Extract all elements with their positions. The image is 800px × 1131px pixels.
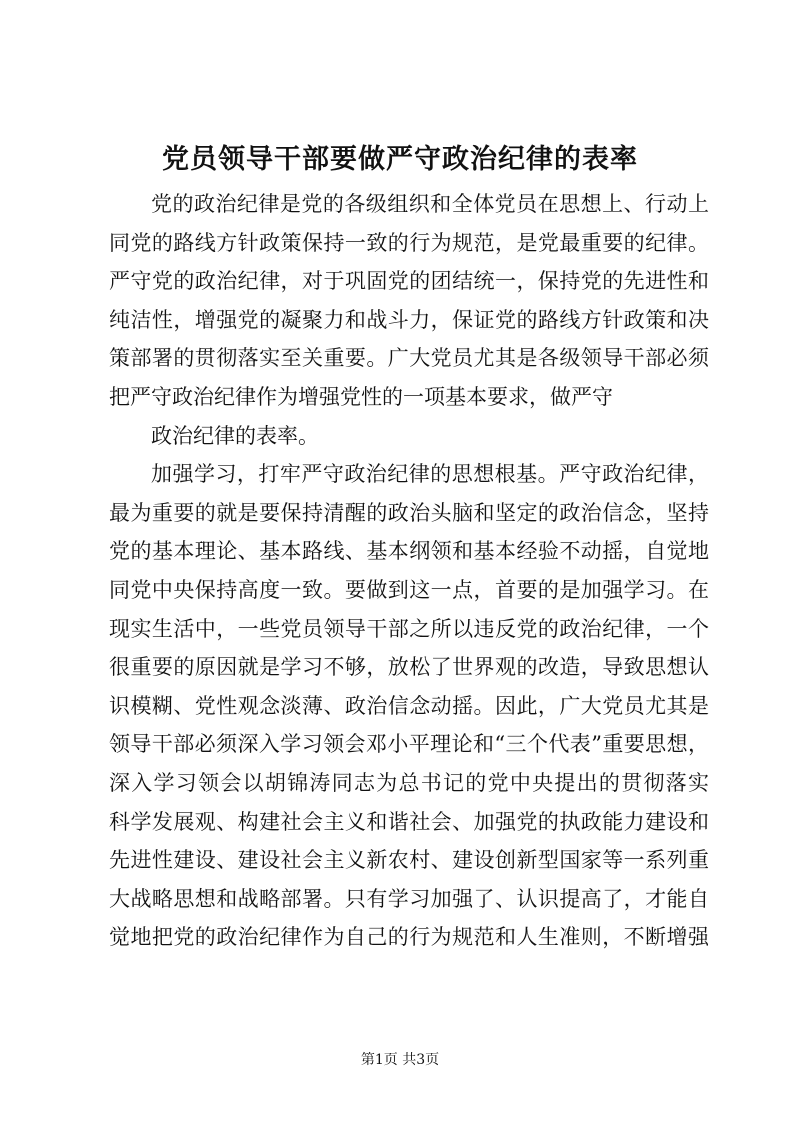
body-line: 深入学习领会以胡锦涛同志为总书记的党中央提出的贯彻落实: [109, 770, 709, 795]
body-line: 加强学习，打牢严守政治纪律的思想根基。严守政治纪律，: [151, 462, 709, 487]
body-line: 党的政治纪律是党的各级组织和全体党员在思想上、行动上: [151, 192, 709, 216]
body-line: 纯洁性，增强党的凝聚力和战斗力，保证党的路线方针政策和决: [109, 307, 709, 332]
body-line: 很重要的原因就是学习不够，放松了世界观的改造，导致思想认: [109, 655, 709, 680]
body-line: 觉地把党的政治纪律作为自己的行为规范和人生准则，不断增强: [109, 925, 709, 950]
page-number-footer: 第1页 共3页: [360, 1052, 440, 1068]
document-title: 党员领导干部要做严守政治纪律的表率: [162, 144, 638, 175]
body-line: 科学发展观、构建社会主义和谐社会、加强党的执政能力建设和: [109, 809, 709, 834]
body-line: 先进性建设、建设社会主义新农村、建设创新型国家等一系列重: [109, 848, 709, 873]
body-line: 党的基本理论、基本路线、基本纲领和基本经验不动摇，自觉地: [109, 539, 709, 564]
document-body: [109, 185, 709, 957]
body-line: 现实生活中，一些党员领导干部之所以违反党的政治纪律，一个: [109, 616, 709, 641]
body-line: 严守党的政治纪律，对于巩固党的团结统一，保持党的先进性和: [109, 269, 709, 294]
body-line: 把严守政治纪律作为增强党性的一项基本要求，做严守: [109, 384, 613, 409]
body-line: 最为重要的就是要保持清醒的政治头脑和坚定的政治信念，坚持: [109, 500, 709, 525]
body-line: 政治纪律的表率。: [151, 423, 319, 448]
body-line: 领导干部必须深入学习领会邓小平理论和“三个代表”重要思想，: [109, 732, 709, 757]
body-line: 同党的路线方针政策保持一致的行为规范，是党最重要的纪律。: [109, 230, 709, 255]
body-line: 同党中央保持高度一致。要做到这一点，首要的是加强学习。在: [109, 577, 709, 602]
body-line: 大战略思想和战略部署。只有学习加强了、认识提高了，才能自: [109, 886, 709, 911]
body-line: 策部署的贯彻落实至关重要。广大党员尤其是各级领导干部必须: [109, 346, 709, 371]
body-line: 识模糊、党性观念淡薄、政治信念动摇。因此，广大党员尤其是: [109, 693, 709, 718]
